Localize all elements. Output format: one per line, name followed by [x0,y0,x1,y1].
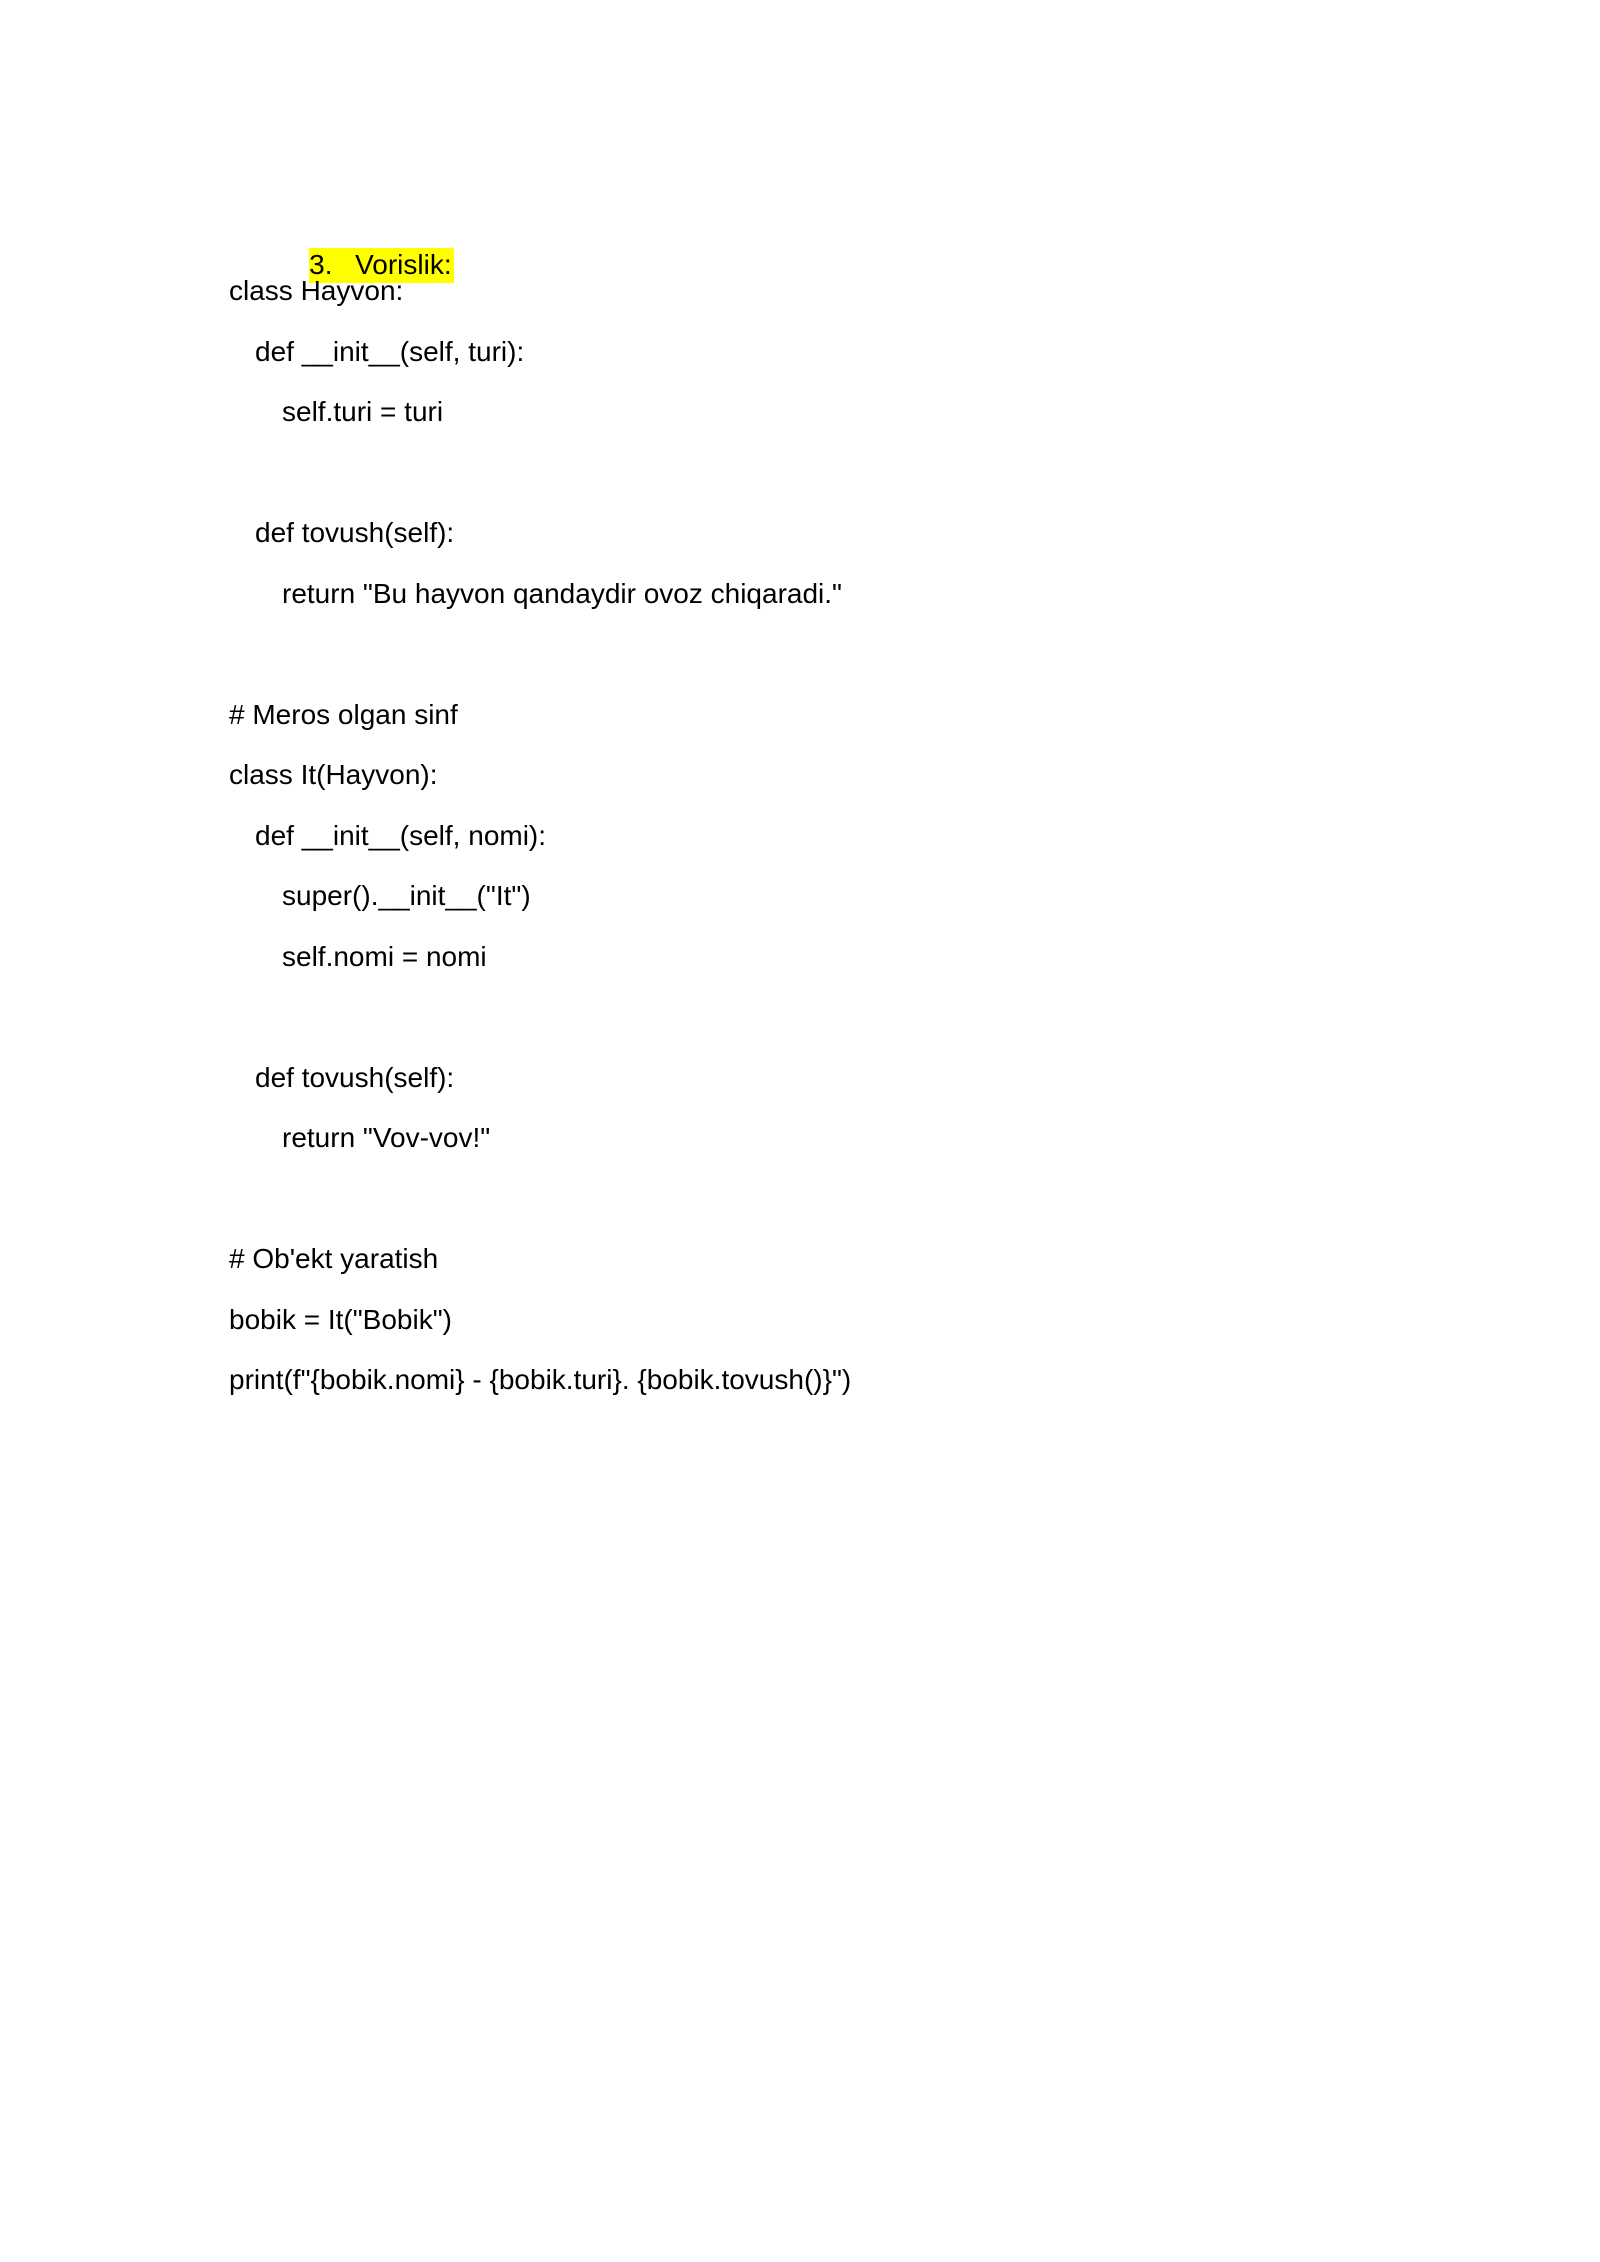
code-comment: # Meros olgan sinf [229,699,458,730]
code-line: def __init__(self, nomi): [255,820,547,851]
code-line: class It(Hayvon): [229,759,438,790]
code-line: def tovush(self): [255,517,455,548]
code-line: print(f"{bobik.nomi} - {bobik.turi}. {bobik.tovush()}") [229,1364,852,1395]
code-line: self.nomi = nomi [282,941,487,972]
code-line: return "Vov-vov!" [282,1122,491,1153]
heading-number: 3. [309,249,333,280]
code-line: def __init__(self, turi): [255,336,525,367]
code-line: return "Bu hayvon qandaydir ovoz chiqaradi." [282,578,842,609]
code-line: self.turi = turi [282,396,444,427]
code-line: class Hayvon: [229,275,404,306]
code-line: bobik = It("Bobik") [229,1304,452,1335]
code-line: def tovush(self): [255,1062,455,1093]
code-line: super().__init__("It") [282,880,531,911]
code-comment: # Ob'ekt yaratish [229,1243,439,1274]
heading-title: Vorislik: [355,249,452,280]
